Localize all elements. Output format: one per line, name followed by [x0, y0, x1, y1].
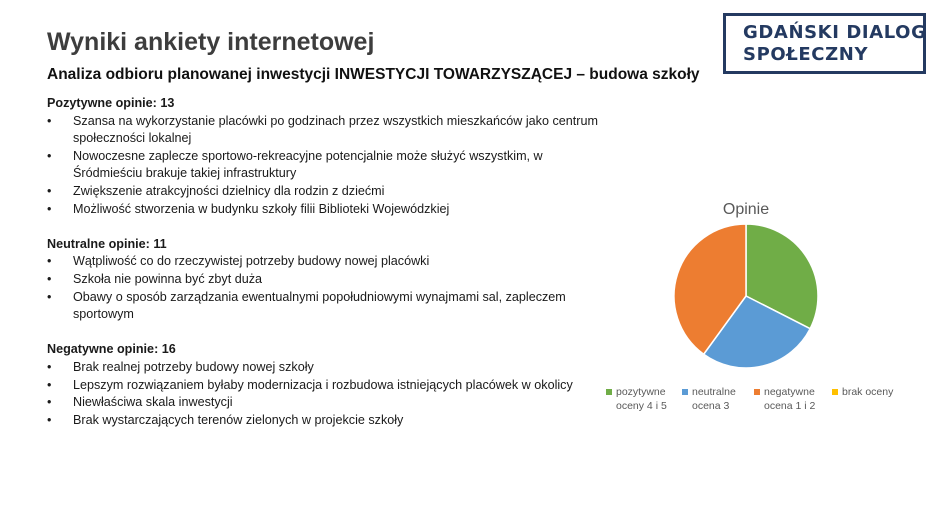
list-item-text: Brak wystarczających terenów zielonych w projekcie szkoły [73, 412, 404, 427]
list-item-text: Nowoczesne zaplecze sportowo-rekreacyjne potencjalnie może służyć wszystkim, w Śródmieściu brakuje takiej infrastruktury [73, 148, 543, 181]
legend-label: brak oceny [842, 386, 894, 398]
legend-label: oceny 4 i 5 [616, 400, 667, 412]
bullet: • [47, 289, 52, 304]
bullet: • [47, 377, 52, 392]
opinions-pie-chart [596, 190, 896, 430]
opinion-list [47, 253, 607, 323]
bullet: • [47, 201, 52, 216]
legend-label: pozytywne [616, 386, 666, 398]
pie-slices [674, 224, 818, 368]
section-heading: Negatywne opinie: 16 [47, 342, 176, 357]
logo [723, 13, 926, 74]
list-item-text: Szansa na wykorzystanie placówki po godzinach przez wszystkich mieszkańców jako centrum społeczności lokalnej [73, 113, 598, 146]
list-item [47, 113, 607, 148]
list-item [47, 394, 607, 412]
bullet: • [47, 395, 52, 410]
legend-label: ocena 3 [692, 400, 730, 412]
list-item [47, 148, 607, 183]
legend-label: neutralne [692, 386, 736, 398]
bullet: • [47, 113, 52, 128]
opinions-content [47, 95, 607, 429]
legend-label: ocena 1 i 2 [764, 400, 816, 412]
list-item [47, 253, 607, 271]
legend-entry-3 [832, 386, 894, 398]
section-negative [47, 341, 607, 429]
legend-entry-1 [682, 386, 736, 412]
chart-svg [596, 190, 896, 430]
list-item-text: Niewłaściwa skala inwestycji [73, 395, 233, 410]
page-title: Wyniki ankiety internetowej [47, 28, 375, 56]
chart-title: Opinie [722, 201, 770, 218]
list-item-text: Możliwość stworzenia w budynku szkoły filii Biblioteki Wojewódzkiej [73, 201, 450, 216]
list-item-text: Zwiększenie atrakcyjności dzielnicy dla rodzin z dziećmi [73, 183, 385, 198]
chart-legend [606, 386, 894, 412]
legend-entry-2 [754, 386, 816, 412]
legend-entry-0 [606, 386, 667, 412]
list-item-text: Wątpliwość co do rzeczywistej potrzeby budowy nowej placówki [73, 254, 430, 269]
legend-swatch [682, 389, 688, 395]
bullet: • [47, 254, 52, 269]
list-item [47, 183, 607, 201]
opinion-list [47, 113, 607, 219]
opinion-list [47, 359, 607, 429]
bullet: • [47, 359, 52, 374]
list-item-text: Obawy o sposób zarządzania ewentualnymi popołudniowymi wynajmami sal, zapleczem sportowym [73, 289, 566, 322]
section-heading: Pozytywne opinie: 13 [47, 96, 175, 110]
bullet: • [47, 412, 52, 427]
list-item [47, 359, 607, 377]
list-item [47, 271, 607, 289]
list-item [47, 289, 607, 324]
section-neutral [47, 236, 607, 324]
list-item-text: Szkoła nie powinna być zbyt duża [73, 271, 263, 286]
list-item [47, 412, 607, 430]
legend-swatch [606, 389, 612, 395]
legend-label: negatywne [764, 386, 815, 398]
page-subtitle: Analiza odbioru planowanej inwestycji INWESTYCJI TOWARZYSZĄCEJ – budowa szkoły [47, 66, 700, 83]
bullet: • [47, 271, 52, 286]
legend-swatch [754, 389, 760, 395]
section-heading: Neutralne opinie: 11 [47, 236, 167, 251]
list-item [47, 201, 607, 219]
bullet: • [47, 148, 52, 163]
legend-swatch [832, 389, 838, 395]
logo-line-1: GDAŃSKI DIALOG [743, 21, 927, 43]
bullet: • [47, 183, 52, 198]
section-positive [47, 95, 607, 218]
list-item-text: Brak realnej potrzeby budowy nowej szkoły [73, 359, 314, 374]
list-item-text: Lepszym rozwiązaniem byłaby modernizacja i rozbudowa istniejących placówek w okolicy [73, 377, 573, 392]
logo-line-2: SPOŁECZNY [743, 43, 869, 65]
list-item [47, 377, 607, 395]
